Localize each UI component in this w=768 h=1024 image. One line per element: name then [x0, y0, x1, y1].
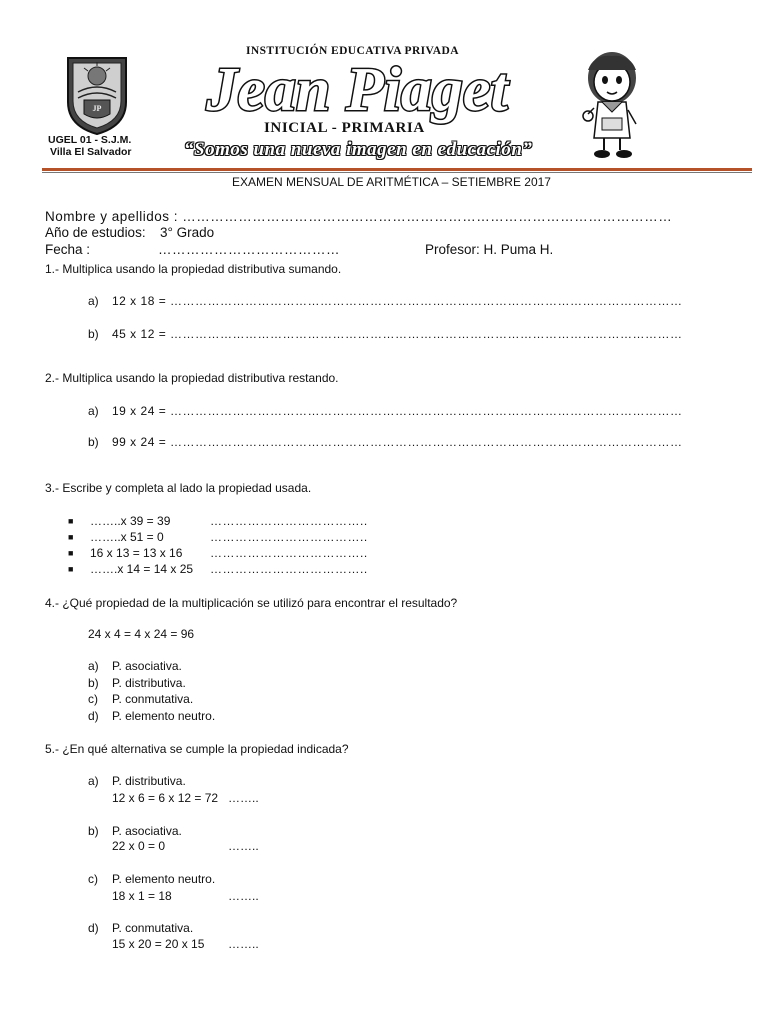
svg-text:JP: JP: [92, 104, 102, 113]
bullet-icon: ■: [68, 548, 74, 558]
year-label: Año de estudios:: [45, 225, 146, 240]
name-line: Nombre y apellidos : ……………………………………………………………………………………………: [45, 209, 673, 224]
q1-letter-b: b): [88, 327, 99, 341]
q5-option-b-blank: ……..: [228, 839, 259, 853]
q3-item-2: ……..x 51 = 0: [90, 530, 164, 544]
school-name-logo: [162, 54, 552, 126]
q5-option-c-name: P. elemento neutro.: [112, 872, 216, 886]
q5-option-a-expr: 12 x 6 = 6 x 12 = 72: [112, 791, 219, 805]
teacher-name: Profesor: H. Puma H.: [425, 242, 554, 257]
date-label: Fecha :: [45, 242, 91, 257]
q3-item-4: …….x 14 = 14 x 25: [90, 562, 194, 576]
school-crest-icon: [62, 52, 132, 136]
bullet-icon: ■: [68, 532, 74, 542]
year-value: 3° Grado: [160, 225, 215, 240]
question-5-prompt: 5.- ¿En qué alternativa se cumple la propiedad indicada?: [45, 742, 349, 756]
q1-letter-a: a): [88, 294, 99, 308]
q3-blank-3: ………………………………..: [210, 546, 368, 560]
question-4-prompt: 4.- ¿Qué propiedad de la multiplicación se utilizó para encontrar el resultado?: [45, 596, 458, 610]
q3-blank-1: ………………………………..: [210, 514, 368, 528]
q4-letter-b: b): [88, 676, 99, 690]
q3-blank-2: ………………………………..: [210, 530, 368, 544]
q5-option-d-name: P. conmutativa.: [112, 921, 194, 935]
question-3-prompt: 3.- Escribe y completa al lado la propiedad usada.: [45, 481, 312, 495]
q3-item-3: 16 x 13 = 13 x 16: [90, 546, 183, 560]
q4-option-c: P. conmutativa.: [112, 692, 194, 706]
exam-title: EXAMEN MENSUAL DE ARITMÉTICA – SETIEMBRE 2017: [232, 175, 551, 189]
q3-item-1: ……..x 39 = 39: [90, 514, 171, 528]
q2-item-a: 19 x 24 = ……………………………………………………………………………………………………………: [112, 404, 683, 418]
q5-option-c-blank: ……..: [228, 889, 259, 903]
q4-option-a: P. asociativa.: [112, 659, 182, 673]
q4-option-d: P. elemento neutro.: [112, 709, 216, 723]
q5-option-a-name: P. distributiva.: [112, 774, 186, 788]
school-levels: INICIAL - PRIMARIA: [264, 120, 425, 136]
q5-letter-b: b): [88, 824, 99, 838]
school-name: Jean Piaget: [206, 56, 508, 124]
q5-letter-d: d): [88, 921, 99, 935]
question-2-prompt: 2.- Multiplica usando la propiedad distributiva restando.: [45, 371, 339, 385]
q2-letter-a: a): [88, 404, 99, 418]
q5-option-b-expr: 22 x 0 = 0: [112, 839, 166, 853]
header-rule-accent: [42, 168, 752, 171]
q4-letter-d: d): [88, 709, 99, 723]
q5-option-a-blank: ……..: [228, 791, 259, 805]
institution-type: INSTITUCIÓN EDUCATIVA PRIVADA: [246, 45, 459, 57]
q5-option-c-expr: 18 x 1 = 18: [112, 889, 172, 903]
q4-expression: 24 x 4 = 4 x 24 = 96: [88, 627, 195, 641]
ugel-line-2: Villa El Salvador: [50, 146, 132, 158]
date-blank: …………………………………: [158, 242, 340, 257]
bullet-icon: ■: [68, 516, 74, 526]
q4-option-b: P. distributiva.: [112, 676, 186, 690]
q1-item-a: 12 x 18 = ……………………………………………………………………………………………………………: [112, 294, 683, 308]
q2-letter-b: b): [88, 435, 99, 449]
q5-option-b-name: P. asociativa.: [112, 824, 182, 838]
q4-letter-a: a): [88, 659, 99, 673]
girl-mascot-icon: [572, 46, 650, 161]
q3-blank-4: ………………………………..: [210, 562, 368, 576]
school-motto: “Somos una nueva imagen en educación”: [184, 139, 533, 160]
letterhead: [42, 40, 754, 172]
question-1-prompt: 1.- Multiplica usando la propiedad distributiva sumando.: [45, 262, 342, 276]
q2-item-b: 99 x 24 = ……………………………………………………………………………………………………………: [112, 435, 683, 449]
q5-letter-a: a): [88, 774, 99, 788]
q4-letter-c: c): [88, 692, 98, 706]
q1-item-b: 45 x 12 = ……………………………………………………………………………………………………………: [112, 327, 683, 341]
q5-letter-c: c): [88, 872, 98, 886]
q5-option-d-blank: ……..: [228, 937, 259, 951]
header-rule-thin: [42, 172, 752, 173]
bullet-icon: ■: [68, 564, 74, 574]
ugel-line-1: UGEL 01 - S.J.M.: [48, 134, 132, 146]
q5-option-d-expr: 15 x 20 = 20 x 15: [112, 937, 205, 951]
